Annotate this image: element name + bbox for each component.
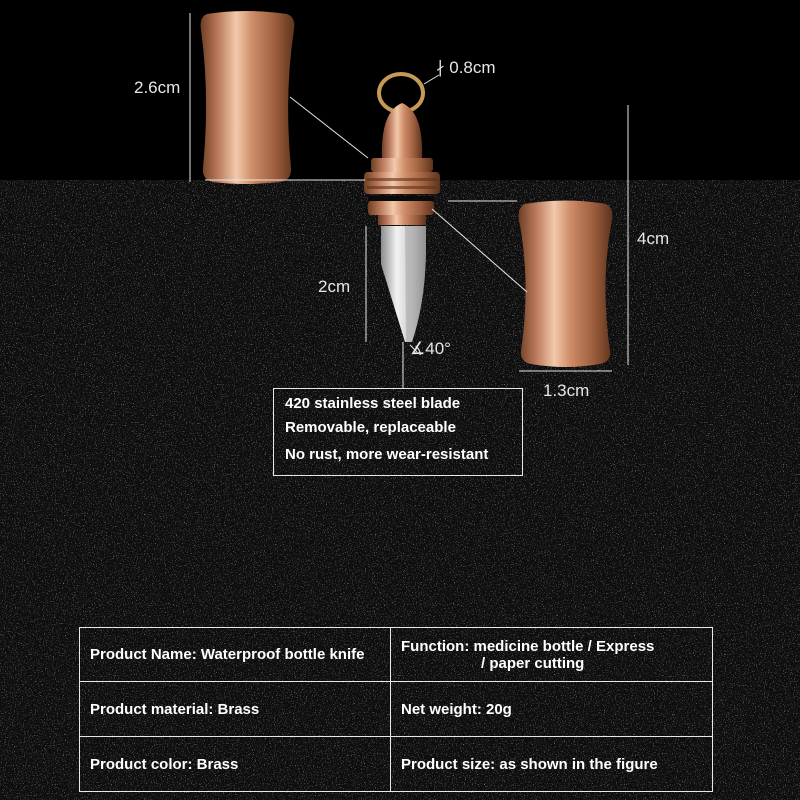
- color-cell: Product color: Brass: [80, 737, 391, 792]
- table-row: [80, 682, 713, 737]
- function-line-2: / paper cutting: [481, 654, 585, 672]
- blade-angle-value: 40°: [425, 339, 451, 358]
- body-diameter-label: 1.3cm: [543, 381, 590, 400]
- size-cell: Product size: as shown in the figure: [391, 737, 713, 792]
- blade-angle-label: ∡40°: [410, 339, 451, 358]
- body-part: [519, 201, 613, 368]
- blade-length-label: 2cm: [318, 277, 351, 296]
- net-weight-cell: Net weight: 20g: [391, 682, 713, 737]
- material-cell: Product material: Brass: [80, 682, 391, 737]
- cap-part: [201, 11, 295, 184]
- product-name-cell: Product Name: Waterproof bottle knife: [80, 628, 391, 682]
- table-row: [80, 737, 713, 792]
- function-line-1: Function: medicine bottle / Express: [401, 637, 655, 655]
- feature-line-2: Removable, replaceable: [285, 419, 456, 436]
- knife-head-part: [364, 74, 440, 225]
- blade-part: [381, 226, 426, 342]
- feature-callout: [273, 388, 523, 476]
- function-cell: [391, 628, 713, 682]
- table-row: [80, 628, 713, 682]
- cap-height-label: 2.6cm: [134, 78, 181, 97]
- ring-wire-label: ∤ 0.8cm: [436, 58, 496, 77]
- feature-line-3: No rust, more wear-resistant: [285, 446, 489, 463]
- body-height-label: 4cm: [637, 229, 670, 248]
- ring-wire-value: 0.8cm: [449, 58, 496, 77]
- spec-table: [79, 627, 713, 792]
- feature-line-1: 420 stainless steel blade: [285, 395, 461, 412]
